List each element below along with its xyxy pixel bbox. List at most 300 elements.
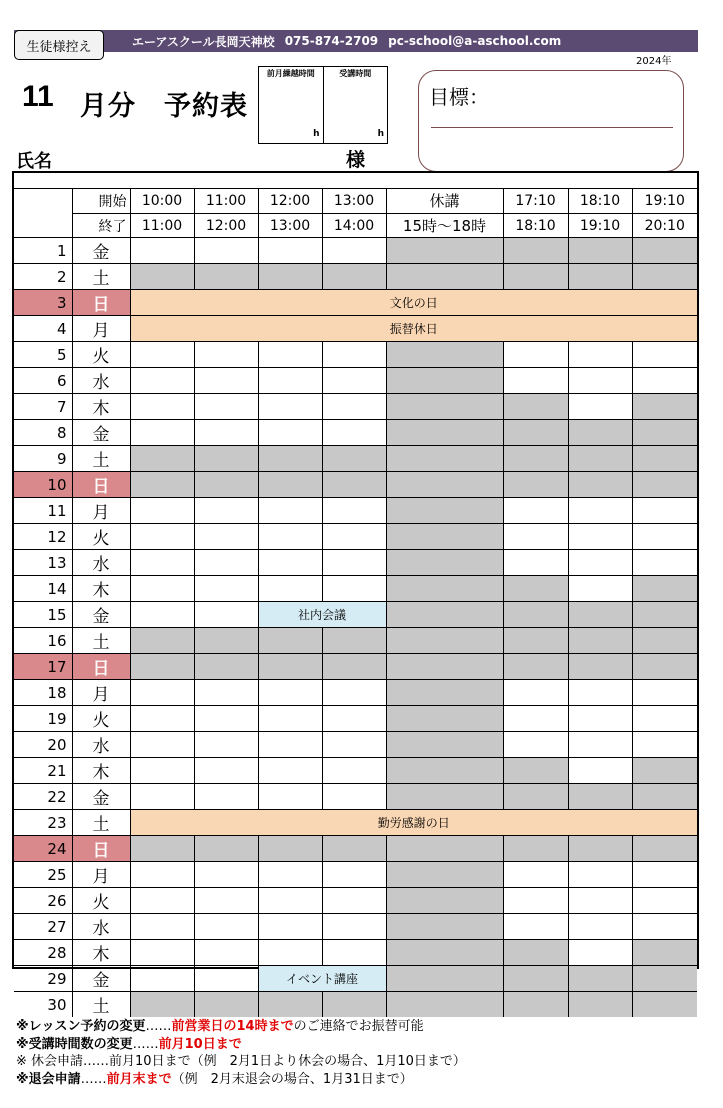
attend-hours-label: 受講時間 — [339, 69, 372, 78]
reservation-slot[interactable] — [130, 888, 194, 914]
closed-slot — [503, 238, 568, 264]
closed-slot — [194, 628, 258, 654]
day-number: 6 — [14, 368, 72, 394]
slot-start-time: 13:00 — [322, 189, 386, 213]
reservation-slot[interactable] — [258, 888, 322, 914]
reservation-slot[interactable] — [568, 524, 632, 550]
closed-slot — [568, 264, 632, 290]
school-phone: 075-874-2709 — [284, 34, 379, 48]
carryover-hours-label: 前月繰越時間 — [266, 69, 315, 78]
reservation-slot[interactable] — [503, 888, 568, 914]
closed-slot — [130, 264, 194, 290]
day-row — [14, 238, 697, 264]
closed-slot — [130, 654, 194, 680]
reservation-slot[interactable] — [322, 732, 386, 758]
reservation-slot[interactable] — [322, 862, 386, 888]
day-number: 26 — [14, 888, 72, 914]
reservation-slot[interactable] — [632, 550, 697, 576]
day-row — [14, 628, 697, 654]
note-text: 前月末まで — [106, 1071, 172, 1087]
reservation-slot[interactable] — [130, 758, 194, 784]
reservation-slot[interactable] — [568, 940, 632, 966]
reservation-slot[interactable] — [130, 342, 194, 368]
reservation-slot[interactable] — [258, 394, 322, 420]
reservation-slot[interactable] — [194, 966, 258, 992]
day-row — [14, 732, 697, 758]
reservation-slot[interactable] — [258, 342, 322, 368]
closed-slot — [503, 264, 568, 290]
closed-slot — [386, 888, 503, 914]
reservation-slot[interactable] — [568, 758, 632, 784]
reservation-slot[interactable] — [503, 706, 568, 732]
day-number: 13 — [14, 550, 72, 576]
reservation-slot[interactable] — [194, 784, 258, 810]
day-number: 11 — [14, 498, 72, 524]
school-email: pc-school@a-aschool.com — [388, 34, 562, 48]
goal-label: 目標： — [429, 85, 489, 109]
closed-slot — [322, 472, 386, 498]
closed-slot — [194, 264, 258, 290]
school-header-bar — [14, 30, 698, 52]
closed-slot — [568, 446, 632, 472]
day-row — [14, 784, 697, 810]
holiday-banner: 勤労感謝の日 — [130, 810, 697, 836]
carryover-hours-cell[interactable] — [259, 67, 323, 143]
header-blank — [14, 189, 72, 213]
reservation-slot[interactable] — [322, 940, 386, 966]
closed-slot — [386, 784, 503, 810]
reservation-slot[interactable] — [632, 706, 697, 732]
note-text: 前月10日まで — [158, 1036, 242, 1052]
header-row-start — [14, 189, 697, 213]
reservation-slot[interactable] — [322, 576, 386, 602]
reservation-slot[interactable] — [568, 394, 632, 420]
day-row — [14, 602, 697, 628]
reservation-slot[interactable] — [258, 784, 322, 810]
closed-slot — [258, 472, 322, 498]
reservation-slot[interactable] — [194, 420, 258, 446]
closed-slot — [503, 602, 568, 628]
reservation-slot[interactable] — [632, 862, 697, 888]
closed-slot — [194, 446, 258, 472]
day-number: 23 — [14, 810, 72, 836]
note-text: ※レッスン予約の変更 — [16, 1019, 146, 1034]
reservation-slot[interactable] — [322, 888, 386, 914]
reservation-slot[interactable] — [130, 602, 194, 628]
day-row — [14, 290, 697, 316]
closed-slot — [322, 628, 386, 654]
weekday: 水 — [72, 732, 130, 758]
reservation-slot[interactable] — [322, 914, 386, 940]
notes-section — [16, 1018, 466, 1088]
attend-hours-unit: h — [377, 128, 384, 139]
reservation-slot[interactable] — [503, 524, 568, 550]
reservation-slot[interactable] — [258, 914, 322, 940]
weekday: 日 — [72, 654, 130, 680]
weekday: 土 — [72, 628, 130, 654]
day-row — [14, 576, 697, 602]
closed-slot — [632, 446, 697, 472]
reservation-slot[interactable] — [130, 550, 194, 576]
reservation-slot[interactable] — [568, 550, 632, 576]
closed-slot — [386, 602, 503, 628]
closed-slot — [386, 940, 503, 966]
note-text: 前営業日の14時まで — [171, 1019, 294, 1034]
closed-slot — [258, 992, 322, 1018]
weekday: 水 — [72, 914, 130, 940]
reservation-slot[interactable] — [130, 420, 194, 446]
reservation-slot[interactable] — [258, 732, 322, 758]
reservation-slot[interactable] — [568, 342, 632, 368]
reservation-slot[interactable] — [322, 758, 386, 784]
day-number: 2 — [14, 264, 72, 290]
page-title: 月分 予約表 — [80, 91, 248, 122]
day-number: 9 — [14, 446, 72, 472]
weekday: 日 — [72, 836, 130, 862]
reservation-slot[interactable] — [568, 680, 632, 706]
reservation-slot[interactable] — [322, 784, 386, 810]
weekday: 土 — [72, 446, 130, 472]
closed-slot — [568, 602, 632, 628]
weekday: 水 — [72, 550, 130, 576]
note-text: ※退会申請 — [16, 1071, 81, 1087]
closed-slot — [503, 472, 568, 498]
note-text: …… — [80, 1071, 107, 1087]
day-row — [14, 706, 697, 732]
day-row — [14, 498, 697, 524]
note-text: …… — [145, 1019, 172, 1034]
reservation-slot[interactable] — [322, 524, 386, 550]
reservation-slot[interactable] — [258, 680, 322, 706]
reservation-slot[interactable] — [194, 862, 258, 888]
reservation-slot[interactable] — [130, 368, 194, 394]
closed-slot — [632, 238, 697, 264]
closed-slot — [386, 524, 503, 550]
year-label: 2024年 — [636, 56, 672, 67]
reservation-slot[interactable] — [568, 888, 632, 914]
closed-slot — [503, 784, 568, 810]
reservation-slot[interactable] — [632, 368, 697, 394]
reservation-slot[interactable] — [194, 394, 258, 420]
reservation-slot[interactable] — [194, 732, 258, 758]
reservation-slot[interactable] — [503, 550, 568, 576]
reservation-slot[interactable] — [258, 238, 322, 264]
reservation-slot[interactable] — [130, 706, 194, 732]
reservation-slot[interactable] — [258, 862, 322, 888]
reservation-slot[interactable] — [258, 758, 322, 784]
reservation-slot[interactable] — [194, 888, 258, 914]
reservation-slot[interactable] — [194, 706, 258, 732]
closed-slot — [322, 654, 386, 680]
closed-slot — [632, 992, 697, 1018]
reservation-slot[interactable] — [503, 368, 568, 394]
day-number: 21 — [14, 758, 72, 784]
day-number: 19 — [14, 706, 72, 732]
closed-slot — [503, 576, 568, 602]
reservation-slot[interactable] — [503, 342, 568, 368]
closed-slot — [632, 264, 697, 290]
closed-slot — [632, 836, 697, 862]
holiday-banner: 文化の日 — [130, 290, 697, 316]
slot-end-time: 14:00 — [322, 213, 386, 237]
weekday: 火 — [72, 524, 130, 550]
day-row — [14, 264, 697, 290]
reservation-slot[interactable] — [632, 914, 697, 940]
reservation-slot[interactable] — [194, 680, 258, 706]
closed-slot — [568, 628, 632, 654]
weekday: 土 — [72, 264, 130, 290]
reservation-slot[interactable] — [322, 342, 386, 368]
reservation-slot[interactable] — [568, 914, 632, 940]
closed-slot — [386, 264, 503, 290]
closed-slot — [632, 602, 697, 628]
reservation-slot[interactable] — [130, 524, 194, 550]
closed-slot — [568, 992, 632, 1018]
slot-start-time: 11:00 — [194, 189, 258, 213]
reservation-slot[interactable] — [568, 732, 632, 758]
day-row — [14, 316, 697, 342]
weekday: 火 — [72, 888, 130, 914]
reservation-slot[interactable] — [194, 524, 258, 550]
closed-slot — [503, 758, 568, 784]
reservation-slot[interactable] — [322, 420, 386, 446]
closed-slot — [322, 446, 386, 472]
closed-slot — [632, 576, 697, 602]
closed-slot — [386, 576, 503, 602]
name-label: 氏名 — [16, 151, 52, 172]
reservation-slot[interactable] — [130, 862, 194, 888]
reservation-slot[interactable] — [632, 732, 697, 758]
reservation-slot[interactable] — [632, 888, 697, 914]
weekday: 木 — [72, 394, 130, 420]
closed-slot — [130, 472, 194, 498]
reservation-slot[interactable] — [258, 368, 322, 394]
closed-slot — [258, 446, 322, 472]
closed-slot — [386, 706, 503, 732]
note-text: （例 2月末退会の場合、1月31日まで） — [171, 1071, 413, 1087]
reservation-slot[interactable] — [632, 680, 697, 706]
weekday: 金 — [72, 420, 130, 446]
reservation-slot[interactable] — [130, 940, 194, 966]
reservation-slot[interactable] — [194, 576, 258, 602]
closed-slot — [386, 420, 503, 446]
closed-slot — [386, 394, 503, 420]
slot-start-time: 19:10 — [632, 189, 697, 213]
day-number: 5 — [14, 342, 72, 368]
closed-slot — [386, 862, 503, 888]
weekday: 水 — [72, 368, 130, 394]
day-number: 7 — [14, 394, 72, 420]
reservation-slot[interactable] — [568, 862, 632, 888]
attend-hours-cell[interactable] — [323, 67, 388, 143]
closed-slot — [503, 628, 568, 654]
reservation-slot[interactable] — [258, 940, 322, 966]
note-line — [16, 1071, 466, 1089]
slot-end-time: 18:10 — [503, 213, 568, 237]
closed-slot — [386, 368, 503, 394]
closed-slot — [386, 966, 503, 992]
day-row — [14, 914, 697, 940]
closed-slot — [632, 628, 697, 654]
slot-start-time: 10:00 — [130, 189, 194, 213]
reservation-slot[interactable] — [632, 342, 697, 368]
day-row — [14, 654, 697, 680]
closed-slot — [258, 836, 322, 862]
day-number: 14 — [14, 576, 72, 602]
reservation-slot[interactable] — [503, 498, 568, 524]
reservation-slot[interactable] — [568, 498, 632, 524]
goal-line — [431, 127, 673, 128]
reservation-slot[interactable] — [322, 706, 386, 732]
slot-end-time: 11:00 — [130, 213, 194, 237]
closed-slot — [194, 836, 258, 862]
closed-slot — [386, 472, 503, 498]
carryover-hours-unit: h — [313, 128, 320, 139]
closed-slot — [386, 550, 503, 576]
closed-slot — [130, 836, 194, 862]
goal-box[interactable] — [418, 70, 684, 172]
reservation-slot[interactable] — [632, 498, 697, 524]
reservation-slot[interactable] — [322, 368, 386, 394]
reservation-slot[interactable] — [130, 498, 194, 524]
reservation-slot[interactable] — [194, 914, 258, 940]
reservation-slot[interactable] — [322, 238, 386, 264]
day-row — [14, 966, 697, 992]
weekday: 月 — [72, 862, 130, 888]
reservation-slot[interactable] — [503, 914, 568, 940]
reservation-slot[interactable] — [322, 498, 386, 524]
note-line — [16, 1036, 466, 1054]
slot-end-time: 15時～18時 — [386, 213, 503, 237]
day-number: 16 — [14, 628, 72, 654]
reservation-slot[interactable] — [568, 368, 632, 394]
closed-slot — [503, 446, 568, 472]
reservation-slot[interactable] — [130, 394, 194, 420]
closed-slot — [568, 472, 632, 498]
slot-start-time: 休講 — [386, 189, 503, 213]
reservation-slot[interactable] — [130, 238, 194, 264]
weekday: 金 — [72, 784, 130, 810]
closed-slot — [503, 966, 568, 992]
closed-slot — [632, 394, 697, 420]
closed-slot — [632, 654, 697, 680]
copy-stamp: 生徒様控え — [14, 30, 104, 60]
day-number: 3 — [14, 290, 72, 316]
weekday: 木 — [72, 940, 130, 966]
closed-slot — [568, 238, 632, 264]
day-row — [14, 810, 697, 836]
event-banner: 社内会議 — [258, 602, 386, 628]
day-number: 10 — [14, 472, 72, 498]
closed-slot — [632, 784, 697, 810]
reservation-slot[interactable] — [194, 238, 258, 264]
reservation-slot[interactable] — [258, 524, 322, 550]
weekday: 木 — [72, 576, 130, 602]
closed-slot — [386, 680, 503, 706]
day-row — [14, 940, 697, 966]
note-line — [16, 1018, 466, 1036]
reservation-slot[interactable] — [194, 498, 258, 524]
reservation-slot[interactable] — [568, 576, 632, 602]
reservation-slot[interactable] — [130, 784, 194, 810]
closed-slot — [386, 836, 503, 862]
reservation-slot[interactable] — [568, 706, 632, 732]
note-text: ※受講時間数の変更 — [16, 1036, 133, 1052]
reservation-slot[interactable] — [258, 706, 322, 732]
reservation-slot[interactable] — [194, 602, 258, 628]
closed-slot — [322, 836, 386, 862]
closed-slot — [503, 420, 568, 446]
reservation-slot[interactable] — [130, 966, 194, 992]
slot-start-time: 18:10 — [568, 189, 632, 213]
closed-slot — [386, 446, 503, 472]
weekday: 火 — [72, 342, 130, 368]
reservation-slot[interactable] — [258, 420, 322, 446]
day-number: 12 — [14, 524, 72, 550]
reservation-slot[interactable] — [322, 394, 386, 420]
reservation-slot[interactable] — [632, 524, 697, 550]
day-number: 1 — [14, 238, 72, 264]
closed-slot — [568, 784, 632, 810]
slot-end-time: 20:10 — [632, 213, 697, 237]
reservation-slot[interactable] — [258, 576, 322, 602]
reservation-slot[interactable] — [503, 862, 568, 888]
reservation-slot[interactable] — [194, 550, 258, 576]
note-text: ※ 休会申請……前月10日まで（例 2月1日より休会の場合、1月10日まで） — [16, 1054, 466, 1069]
day-row — [14, 472, 697, 498]
day-number: 20 — [14, 732, 72, 758]
note-text: …… — [132, 1036, 159, 1052]
reservation-slot[interactable] — [503, 732, 568, 758]
reservation-slot[interactable] — [130, 576, 194, 602]
reservation-slot[interactable] — [194, 758, 258, 784]
day-row — [14, 550, 697, 576]
day-row — [14, 836, 697, 862]
day-number: 18 — [14, 680, 72, 706]
day-number: 29 — [14, 966, 72, 992]
reservation-slot[interactable] — [130, 732, 194, 758]
reservation-slot[interactable] — [130, 680, 194, 706]
closed-slot — [632, 420, 697, 446]
reservation-slot[interactable] — [258, 498, 322, 524]
day-row — [14, 758, 697, 784]
day-number: 27 — [14, 914, 72, 940]
closed-slot — [386, 238, 503, 264]
month-number: 11 — [22, 80, 54, 113]
reservation-slot[interactable] — [130, 914, 194, 940]
reservation-slot[interactable] — [322, 680, 386, 706]
weekday: 火 — [72, 706, 130, 732]
day-number: 8 — [14, 420, 72, 446]
reservation-slot[interactable] — [194, 940, 258, 966]
weekday: 月 — [72, 498, 130, 524]
note-text: のご連絡でお振替可能 — [293, 1019, 424, 1034]
closed-slot — [130, 446, 194, 472]
reservation-slot[interactable] — [258, 550, 322, 576]
reservation-slot[interactable] — [503, 680, 568, 706]
day-number: 15 — [14, 602, 72, 628]
reservation-slot[interactable] — [194, 342, 258, 368]
closed-slot — [503, 394, 568, 420]
closed-slot — [322, 264, 386, 290]
day-row — [14, 524, 697, 550]
reservation-slot[interactable] — [322, 550, 386, 576]
closed-slot — [632, 966, 697, 992]
end-label: 終了 — [72, 213, 130, 237]
closed-slot — [194, 654, 258, 680]
closed-slot — [194, 472, 258, 498]
reservation-slot[interactable] — [194, 368, 258, 394]
